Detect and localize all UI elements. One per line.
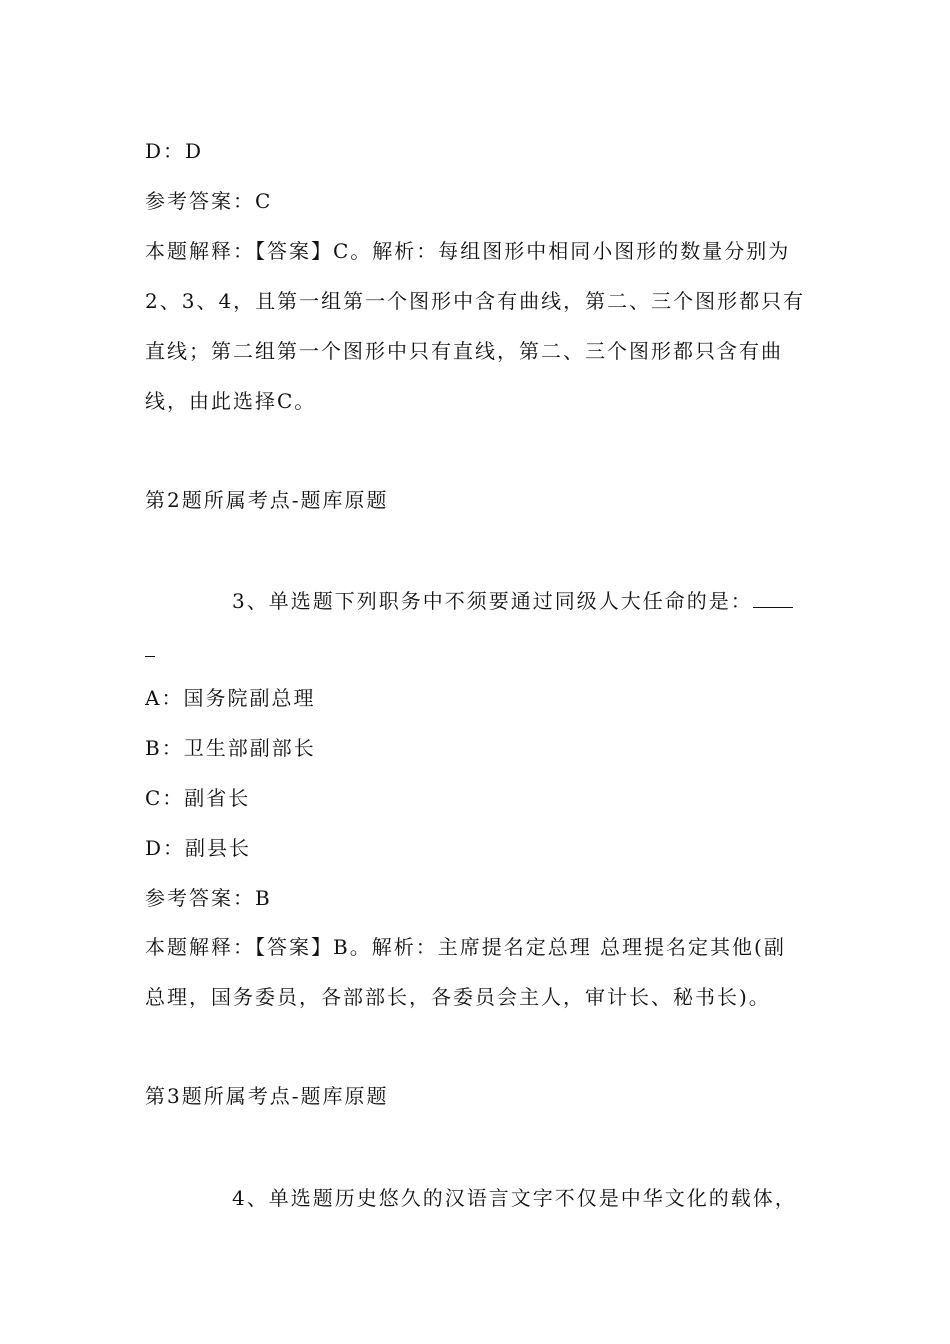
- q2-explanation-line-3: 直线；第二组第一个图形中只有直线，第二、三个图形都只含有曲: [145, 339, 783, 363]
- q3-option-b: B：卫生部副部长: [145, 736, 316, 760]
- q3-explanation-line-2: 总理，国务委员，各部部长，各委员会主人，审计长、秘书长)。: [145, 985, 771, 1009]
- q3-knowledge-point: 第3题所属考点-题库原题: [145, 1084, 389, 1108]
- q3-answer: 参考答案：B: [145, 886, 272, 910]
- q2-answer: 参考答案：C: [145, 189, 273, 213]
- q3-stem-line: [232, 589, 817, 613]
- answer-blank: [753, 589, 793, 608]
- q3-explanation-line-1: 本题解释：【答案】B。解析：主席提名定总理 总理提名定其他(副: [145, 935, 786, 959]
- q2-explanation-line-4: 线，由此选择C。: [145, 389, 317, 413]
- q2-knowledge-point: 第2题所属考点-题库原题: [145, 488, 389, 512]
- q2-explanation-line-1: 本题解释：【答案】C。解析：每组图形中相同小图形的数量分别为: [145, 239, 791, 263]
- q3-option-c: C：副省长: [145, 786, 251, 810]
- q3-option-a: A：国务院副总理: [145, 686, 316, 710]
- q4-stem: 4、单选题历史悠久的汉语言文字不仅是中华文化的载体，: [232, 1186, 797, 1210]
- q2-explanation-line-2: 2、3、4，且第一组第一个图形中含有曲线，第二、三个图形都只有: [145, 289, 806, 313]
- q3-option-d: D：副县长: [145, 836, 252, 860]
- answer-blank-continuation: [145, 656, 155, 657]
- q2-option-d: D：D: [145, 139, 204, 163]
- q3-stem: 3、单选题下列职务中不须要通过同级人大任命的是：: [232, 589, 753, 613]
